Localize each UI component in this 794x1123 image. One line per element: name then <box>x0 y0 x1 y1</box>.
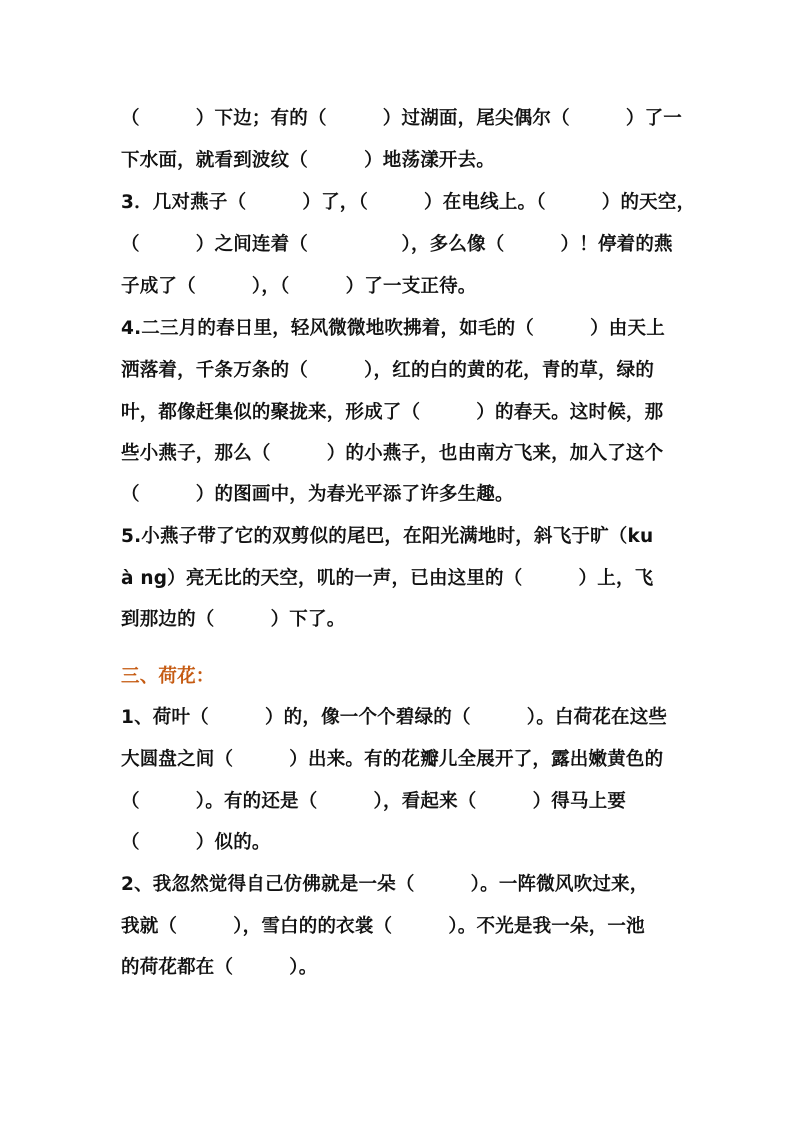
text-line: à ng）亮无比的天空，叽的一声，已由这里的（ ）上，飞 <box>121 568 654 589</box>
text-line: 子成了（ ），（ ）了一支正待。 <box>121 276 477 297</box>
text-line: （ ）的图画中，为春光平添了许多生趣。 <box>121 484 514 505</box>
text-line: （ ）之间连着（ ），多么像（ ）！停着的燕 <box>121 234 673 255</box>
text-line: 4.二三月的春日里，轻风微微地吹拂着，如毛的（ ）由天上 <box>121 318 665 339</box>
text-line: 大圆盘之间（ ）出来。有的花瓣儿全展开了，露出嫩黄色的 <box>121 749 664 770</box>
section-heading: 三、荷花： <box>121 666 215 687</box>
text-line: 2、我忽然觉得自己仿佛就是一朵（ ）。一阵微风吹过来， <box>121 874 649 895</box>
text-line: （ ）下边；有的（ ）过湖面，尾尖偶尔（ ）了一 <box>121 108 683 129</box>
text-line: 叶，都像赶集似的聚拢来，形成了（ ）的春天。这时候，那 <box>121 402 664 423</box>
text-line: 我就（ ），雪白的的衣裳（ ）。不光是我一朵，一池 <box>121 916 645 937</box>
text-line: 洒落着，千条万条的（ ），红的白的黄的花，青的草，绿的 <box>121 360 655 381</box>
text-line: 1、荷叶（ ）的，像一个个碧绿的（ ）。白荷花在这些 <box>121 707 668 728</box>
text-line: 些小燕子，那么（ ）的小燕子，也由南方飞来，加入了这个 <box>121 443 664 464</box>
text-line: 下水面，就看到波纹（ ）地荡漾开去。 <box>121 150 496 171</box>
text-line: 5.小燕子带了它的双剪似的尾巴，在阳光满地时，斜飞于旷（ku <box>121 526 654 547</box>
text-line: 的荷花都在（ ）。 <box>121 957 318 978</box>
text-line: （ ）似的。 <box>121 832 271 853</box>
text-line: （ ）。有的还是（ ），看起来（ ）得马上要 <box>121 791 627 812</box>
text-line: 到那边的（ ）下了。 <box>121 609 346 630</box>
text-line: 3．几对燕子（ ）了，（ ）在电线上。（ ）的天空， <box>121 192 696 213</box>
